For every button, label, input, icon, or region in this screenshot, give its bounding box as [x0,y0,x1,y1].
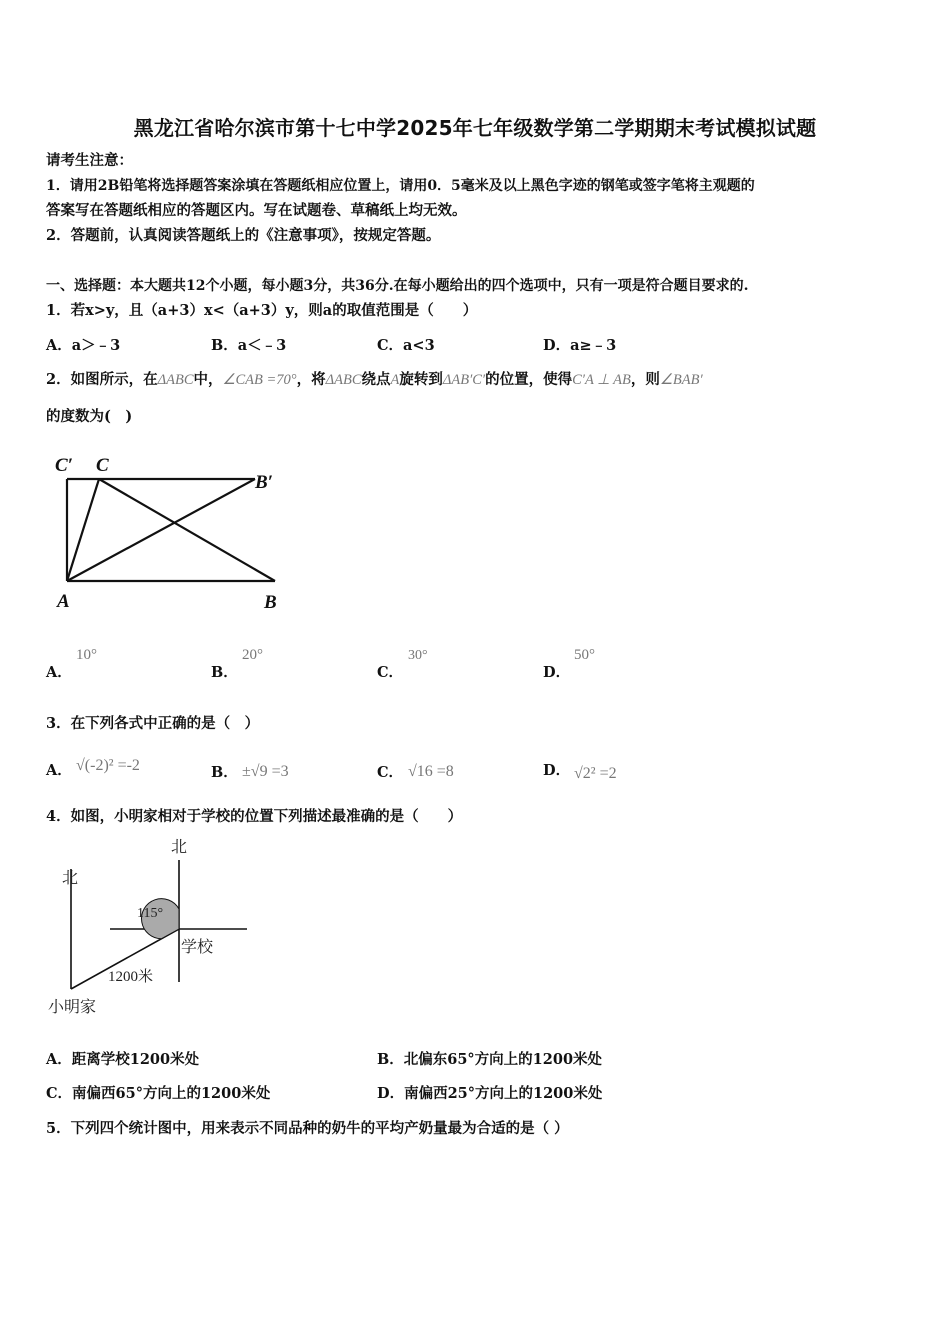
label-north-school: 北 [171,839,188,856]
q3-option-a-expr: √(-2)² =-2 [76,757,140,774]
q2-stem-text: 绕点 [361,371,391,388]
q3-option-d-letter[interactable]: D． [543,762,571,779]
notice-line-2: 2．答题前，认真阅读答题纸上的《注意事项》，按规定答题。 [46,227,441,244]
q2-stem-text: 中， [193,371,223,388]
q3-option-a-letter[interactable]: A． [46,762,72,779]
q2-triangle-abc-prime: ΔAB′C′ [442,372,486,388]
q3-option-c-expr: √16 =8 [408,763,454,780]
q2-stem-text: 2．如图所示，在 [46,371,158,388]
label-b-prime: B′ [255,472,274,493]
notice-line-1a: 1．请用2B铅笔将选择题答案涂填在答题纸相应位置上，请用0．5毫米及以上黑色字迹的钢笔或签字笔将主观题的 [46,178,755,194]
label-north-home: 北 [62,870,79,887]
label-c-prime: C′ [55,455,74,476]
q2-perpendicular: C′A ⊥ AB [572,372,631,388]
q4-figure [40,832,260,1022]
q1-option-a[interactable]: A．a＞﹣3 [46,337,121,354]
label-c: C [96,455,109,476]
notice-heading: 请考生注意： [46,152,133,169]
q3-option-b-letter[interactable]: B． [211,764,238,781]
q2-option-b-value: 20° [242,647,263,663]
q2-option-d-value: 50° [574,647,595,663]
q2-angle-cab: ∠CAB =70° [222,372,297,388]
q4-option-d[interactable]: D．南偏西25°方向上的1200米处 [377,1085,603,1102]
q2-stem-text: ，将 [296,371,326,388]
q1-option-c[interactable]: C．a<3 [377,337,435,354]
q2-angle-bab: ∠BAB′ [659,372,703,388]
notice-line-1b: 答案写在答题纸相应的答题区内。写在试题卷、草稿纸上均无效。 [46,202,467,219]
q5-stem: 5．下列四个统计图中，用来表示不同品种的奶牛的平均产奶量最为合适的是（ ） [46,1120,569,1137]
q2-option-d-letter[interactable]: D． [543,664,571,681]
q2-stem [46,367,703,393]
q2-option-c-value: 30° [408,648,428,663]
q3-option-d-expr: √2² =2 [574,765,617,782]
q4-option-a[interactable]: A．距离学校1200米处 [46,1051,200,1068]
q2-stem-text: 旋转到 [399,371,443,388]
line-c-b [99,479,275,581]
q2-option-a-value: 10° [76,647,97,663]
q1-stem: 1．若x>y，且（a+3）x<（a+3）y，则a的取值范围是（ ） [46,302,478,319]
q3-option-c-letter[interactable]: C． [377,764,404,781]
q2-stem-end: 的度数为( ) [46,408,133,425]
label-angle-115: 115° [137,906,164,921]
q2-triangle-abc: ΔABC [157,372,194,388]
label-a: A [57,591,70,612]
q3-option-b-expr: ±√9 =3 [242,763,289,780]
q2-figure [50,448,290,618]
q2-option-b-letter[interactable]: B． [211,664,238,681]
q3-stem: 3．在下列各式中正确的是（ ） [46,715,260,732]
q4-option-c[interactable]: C．南偏西65°方向上的1200米处 [46,1085,271,1102]
q1-option-d[interactable]: D．a≥﹣3 [543,337,617,354]
q2-option-c-letter[interactable]: C． [377,664,404,681]
page-title: 黑龙江省哈尔滨市第十七中学2025年七年级数学第二学期期末考试模拟试题 [133,116,817,140]
label-school: 学校 [181,939,214,956]
section-heading: 一、选择题：本大题共12个小题，每小题3分，共36分.在每小题给出的四个选项中，只有一项是符合题目要求的. [46,278,749,294]
label-b: B [264,592,277,613]
q2-option-a-letter[interactable]: A． [46,664,72,681]
q4-option-b[interactable]: B．北偏东65°方向上的1200米处 [377,1051,603,1068]
q2-stem-text: 的位置，使得 [485,371,573,388]
q4-stem: 4．如图，小明家相对于学校的位置下列描述最准确的是（ ） [46,808,463,825]
q2-stem-text: ，则 [630,371,660,388]
q1-option-b[interactable]: B．a＜﹣3 [211,337,287,354]
q2-point-a: A [390,372,400,388]
label-home: 小明家 [48,999,97,1016]
q2-triangle-abc: ΔABC [325,372,362,388]
label-distance: 1200米 [108,969,154,985]
